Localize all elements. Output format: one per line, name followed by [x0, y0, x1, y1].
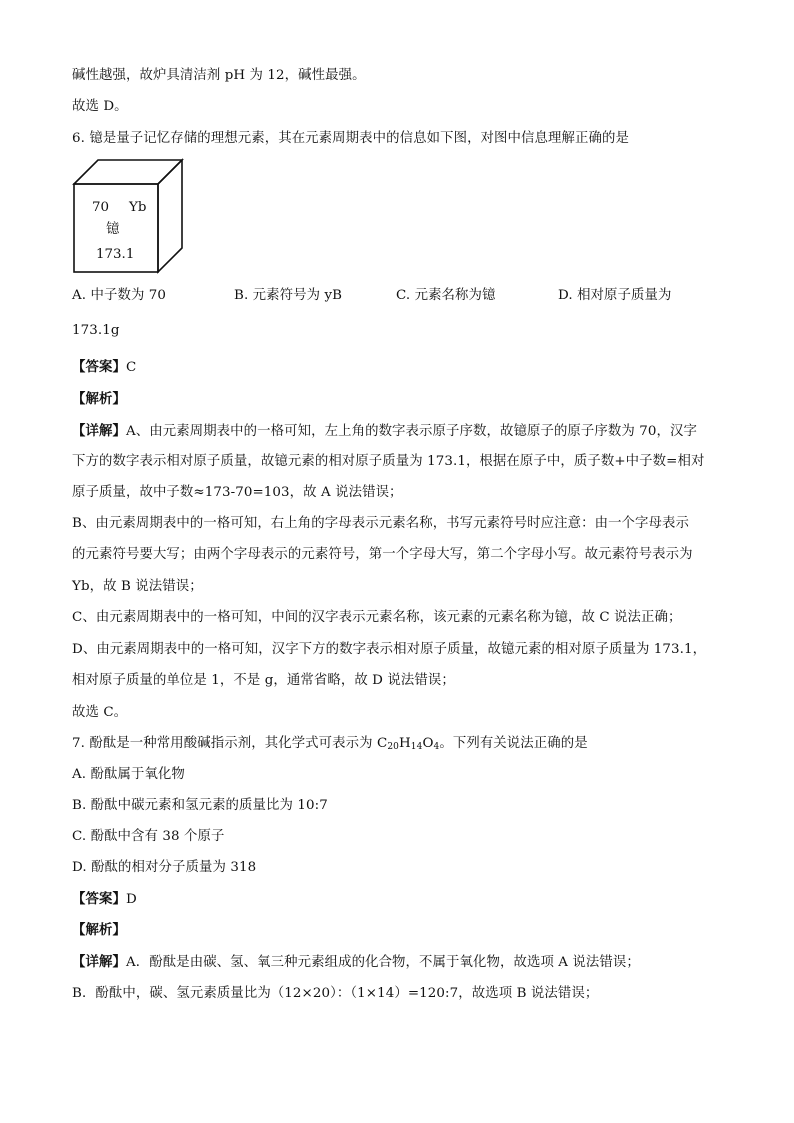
detail-line: 下方的数字表示相对原子质量，故镱元素的相对原子质量为 173.1，根据在原子中，质子数+中子数=相对	[72, 454, 705, 469]
option-d: D. 相对原子质量为	[558, 288, 672, 303]
element-name: 镱	[106, 222, 120, 237]
option-d: D. 酚酞的相对分子质量为 318	[72, 860, 257, 875]
option-a: A. 中子数为 70	[72, 288, 167, 303]
question-6-stem: 6. 镱是量子记忆存储的理想元素，其在元素周期表中的信息如下图，对图中信息理解正确的是	[72, 131, 629, 146]
formula-letter: O	[422, 736, 434, 751]
option-b: B. 酚酞中碳元素和氢元素的质量比为 10:7	[72, 798, 328, 813]
answer-label: 【答案】	[72, 891, 126, 907]
answer-line	[72, 889, 732, 910]
question-7-stem	[72, 734, 732, 754]
answer-line	[72, 357, 732, 378]
detail-line	[72, 952, 732, 973]
analysis-label: 【解析】	[72, 391, 126, 407]
analysis-label: 【解析】	[72, 922, 126, 938]
detail-text: A．酚酞是由碳、氢、氧三种元素组成的化合物，不属于氧化物，故选项 A 说法错误；	[125, 955, 640, 970]
detail-line: D、由元素周期表中的一格可知，汉字下方的数字表示相对原子质量，故镱元素的相对原子质量为 173.1，	[72, 642, 707, 657]
answer-value: D	[125, 892, 137, 907]
detail-line: 原子质量，故中子数≈173-70=103，故 A 说法错误；	[72, 485, 403, 500]
detail-line: B、由元素周期表中的一格可知，右上角的字母表示元素名称，书写元素符号时应注意：由一个字母表示	[72, 516, 690, 531]
detail-label: 【详解】	[72, 423, 126, 439]
stem-text: 。下列有关说法正确的是	[439, 736, 588, 751]
atomic-number: 70	[92, 200, 110, 215]
text-line: 碱性越强，故炉具清洁剂 pH 为 12，碱性最强。	[72, 68, 366, 83]
detail-line: 相对原子质量的单位是 1，不是 g，通常省略，故 D 说法错误；	[72, 673, 455, 688]
option-c: C. 元素名称为镱	[396, 288, 496, 303]
element-card-figure	[72, 158, 184, 276]
answer-label: 【答案】	[72, 359, 126, 375]
option-b: B. 元素符号为 yB	[234, 288, 343, 303]
element-symbol: Yb	[129, 200, 147, 215]
option-a: A. 酚酞属于氧化物	[72, 767, 185, 782]
final-answer: 故选 C。	[72, 705, 128, 720]
subscript: 20	[387, 742, 399, 752]
stem-text: 7. 酚酞是一种常用酸碱指示剂，其化学式可表示为 C	[72, 736, 388, 751]
detail-line	[72, 421, 732, 442]
detail-line: C、由元素周期表中的一格可知，中间的汉字表示元素名称，该元素的元素名称为镱，故 C 说法正确；	[72, 610, 682, 625]
detail-text: A、由元素周期表中的一格可知，左上角的数字表示原子序数，故镱原子的原子序数为 70，汉字	[125, 424, 697, 439]
detail-line: Yb，故 B 说法错误；	[72, 579, 203, 594]
detail-line: B．酚酞中，碳、氢元素质量比为（12×20）：（1×14）=120:7，故选项 B 说法错误；	[72, 986, 599, 1001]
atomic-mass: 173.1	[96, 247, 135, 262]
subscript: 14	[410, 742, 423, 752]
detail-line: 的元素符号要大写；由两个字母表示的元素符号，第一个字母大写，第二个字母小写。故元素符号表示为	[72, 547, 693, 562]
text-line: 故选 D。	[72, 99, 128, 114]
detail-label: 【详解】	[72, 954, 126, 970]
formula-letter: H	[399, 736, 411, 751]
option-c: C. 酚酞中含有 38 个原子	[72, 829, 225, 844]
answer-value: C	[125, 360, 137, 375]
subscript: 4	[433, 742, 440, 752]
option-d-continued: 173.1g	[72, 323, 120, 338]
